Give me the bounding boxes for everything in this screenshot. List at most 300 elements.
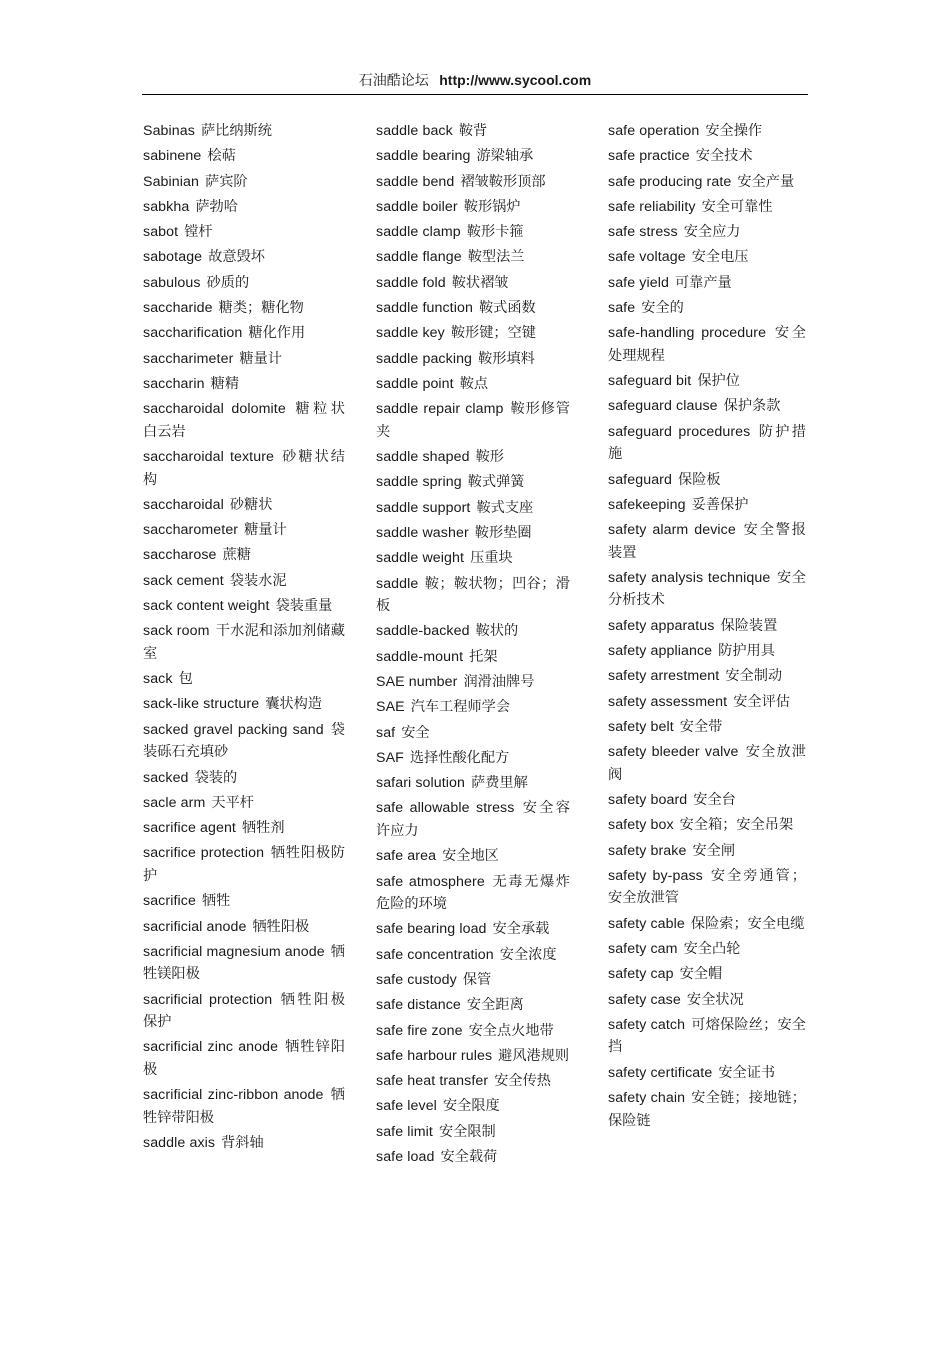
entry-definition: 防护用具: [718, 643, 775, 660]
glossary-entry: [376, 398, 570, 443]
glossary-entry: [608, 665, 806, 688]
glossary-entry: [608, 865, 806, 910]
glossary-entry: [143, 890, 345, 913]
entry-term: safety catch: [608, 1016, 686, 1033]
entry-definition: 安全产量: [737, 173, 795, 190]
entry-definition: 砂糖状: [229, 496, 273, 513]
glossary-entry: [376, 620, 570, 643]
entry-term: sabkha: [143, 198, 190, 215]
entry-term: safeguard clause: [608, 398, 718, 415]
glossary-entry: [608, 989, 806, 1012]
entry-definition: 安全警报装置: [608, 522, 806, 561]
glossary-entry: [143, 817, 345, 840]
glossary-entry: [376, 221, 570, 244]
entry-term: safety board: [608, 792, 688, 809]
entry-term: safe load: [376, 1148, 435, 1165]
glossary-entry: [608, 421, 806, 466]
glossary-entry: [376, 272, 570, 295]
entry-term: Sabinas: [143, 123, 195, 139]
glossary-entry: [376, 944, 570, 967]
entry-term: safe operation: [608, 123, 700, 139]
glossary-entry: [376, 446, 570, 469]
entry-term: safety cam: [608, 941, 678, 958]
entry-term: saddle spring: [376, 474, 462, 491]
entry-term: safety alarm device: [608, 522, 736, 539]
entry-term: saddle-mount: [376, 648, 464, 665]
glossary-entry: [608, 1014, 806, 1059]
entry-definition: 鞍点: [459, 375, 489, 392]
entry-term: sacrifice: [143, 893, 196, 910]
glossary-entry: [608, 840, 806, 863]
entry-term: saddle packing: [376, 350, 473, 367]
glossary-entry: [143, 595, 345, 618]
entry-definition: 鞍；鞍状物；凹谷；滑板: [376, 575, 570, 615]
entry-term: saddle function: [376, 300, 473, 317]
entry-definition: 保管: [462, 971, 492, 988]
entry-term: safeguard procedures: [608, 423, 751, 440]
glossary-entry: [376, 1146, 570, 1169]
glossary-entry: [376, 246, 570, 269]
entry-definition: 安全状况: [686, 991, 744, 1008]
entry-definition: 安全台: [693, 792, 736, 809]
entry-definition: 保护条款: [723, 398, 781, 415]
entry-definition: 安全链；接地链；保险链: [608, 1090, 806, 1129]
glossary-column-1: [143, 120, 345, 1157]
entry-definition: 安全限制: [438, 1123, 496, 1140]
entry-term: safety case: [608, 991, 681, 1008]
site-url[interactable]: http://www.sycool.com: [439, 72, 592, 88]
glossary-entry: [376, 994, 570, 1017]
entry-term: saddle support: [376, 499, 471, 516]
entry-term: safe: [608, 300, 636, 317]
entry-definition: 桧萜: [207, 148, 236, 165]
entry-term: saccharoidal dolomite: [143, 401, 286, 418]
entry-definition: 安全的: [641, 300, 684, 317]
entry-term: sacle arm: [143, 794, 206, 811]
entry-term: safety arrestment: [608, 668, 720, 685]
entry-definition: 托架: [469, 648, 498, 665]
entry-term: saccharification: [143, 325, 243, 342]
entry-definition: 选择性酸化配方: [409, 749, 510, 766]
entry-term: safety cap: [608, 966, 674, 983]
entry-definition: 鞍型法兰: [467, 249, 525, 266]
glossary-entry: [143, 322, 345, 345]
entry-term: sacked: [143, 769, 189, 786]
glossary-entry: [608, 395, 806, 418]
glossary-entry: [608, 494, 806, 517]
entry-definition: 安全评估: [733, 693, 790, 710]
entry-definition: 故意毁坏: [208, 249, 265, 266]
entry-term: safe producing rate: [608, 173, 732, 190]
site-name: 石油酷论坛: [358, 73, 429, 89]
entry-definition: 袋装水泥: [229, 572, 287, 589]
entry-definition: 鞍形锅炉: [463, 198, 521, 215]
entry-term: safety cable: [608, 915, 685, 932]
glossary-entry: [376, 120, 570, 143]
entry-term: safety bleeder valve: [608, 744, 739, 761]
entry-definition: 砂糖状结构: [143, 449, 345, 488]
glossary-entry: [376, 322, 570, 345]
glossary-entry: [376, 1121, 570, 1144]
entry-definition: 鞍形键；空键: [450, 325, 536, 342]
entry-definition: 包: [178, 671, 193, 688]
glossary-entry: [143, 373, 345, 396]
entry-definition: 褶皱鞍形顶部: [460, 173, 546, 190]
entry-term: safari solution: [376, 775, 466, 792]
entry-definition: 安全凸轮: [683, 941, 741, 958]
entry-term: safeguard: [608, 471, 673, 488]
glossary-entry: [376, 497, 570, 520]
glossary-entry: [143, 246, 345, 269]
glossary-entry: [376, 471, 570, 494]
entry-term: sack cement: [143, 572, 224, 589]
entry-term: saccharoidal: [143, 496, 224, 513]
glossary-entry: [376, 747, 570, 770]
entry-term: saddle repair clamp: [376, 401, 504, 418]
entry-term: safety certificate: [608, 1064, 713, 1081]
entry-definition: 鞍形卡箍: [466, 224, 524, 241]
entry-term: saddle clamp: [376, 224, 461, 241]
entry-term: safekeeping: [608, 496, 686, 513]
entry-term: safe concentration: [376, 946, 494, 963]
entry-definition: 安全承载: [492, 921, 550, 938]
glossary-entry: [143, 348, 345, 371]
glossary-entry: [143, 544, 345, 567]
entry-definition: 萨比纳斯统: [200, 123, 272, 139]
glossary-entry: [608, 272, 806, 295]
entry-term: saddle boiler: [376, 198, 458, 215]
entry-term: safe level: [376, 1098, 437, 1115]
entry-definition: 糖化作用: [248, 325, 306, 342]
entry-term: saddle fold: [376, 274, 446, 291]
entry-term: saddle weight: [376, 550, 465, 567]
entry-definition: 镗杆: [184, 224, 213, 241]
entry-definition: 牺牲镁阳极: [143, 943, 345, 983]
entry-term: SAF: [376, 749, 404, 766]
entry-term: sabot: [143, 224, 179, 241]
glossary-entry: [608, 963, 806, 986]
entry-term: safety appliance: [608, 643, 713, 660]
entry-term: saccharometer: [143, 522, 239, 539]
entry-definition: 安全载荷: [440, 1148, 498, 1165]
entry-definition: 安全应力: [683, 224, 741, 241]
glossary-entry: [608, 814, 806, 837]
glossary-entry: [376, 1045, 570, 1068]
entry-term: safe custody: [376, 971, 457, 988]
glossary-entry: [143, 989, 345, 1034]
glossary-entry: [608, 615, 806, 638]
entry-definition: 鞍式函数: [478, 300, 536, 317]
glossary-column-2: [376, 120, 570, 1171]
entry-definition: 防护措施: [608, 423, 806, 463]
glossary-entry: [376, 522, 570, 545]
entry-definition: 糖量计: [244, 522, 287, 539]
entry-definition: 牺牲剂: [241, 820, 285, 837]
glossary-entry: [376, 871, 570, 916]
entry-definition: 安全技术: [695, 148, 753, 165]
glossary-entry: [376, 722, 570, 745]
glossary-entry: [608, 246, 806, 269]
glossary-entry: [376, 171, 570, 194]
entry-definition: 鞍状褶皱: [451, 274, 509, 291]
entry-term: safe distance: [376, 997, 461, 1014]
glossary-entry: [376, 845, 570, 868]
entry-definition: 安全制动: [725, 668, 783, 685]
entry-definition: 牺牲锌带阳极: [143, 1087, 345, 1126]
glossary-entry: [376, 1020, 570, 1043]
glossary-entry: [143, 519, 345, 542]
entry-definition: 鞍状的: [475, 623, 519, 640]
entry-definition: 安全证书: [718, 1064, 776, 1081]
glossary-entry: [143, 916, 345, 939]
glossary-entry: [376, 348, 570, 371]
entry-term: safety box: [608, 817, 674, 834]
entry-definition: 安全放泄阀: [608, 744, 806, 783]
entry-term: SAE number: [376, 673, 458, 690]
entry-term: safe allowable stress: [376, 800, 515, 817]
entry-definition: 安全地区: [442, 848, 499, 865]
entry-definition: 牺牲锌阳极: [143, 1039, 345, 1078]
entry-term: sabulous: [143, 274, 201, 291]
entry-definition: 保护位: [697, 373, 740, 390]
entry-definition: 压重块: [470, 550, 513, 567]
glossary-entry: [608, 913, 806, 936]
entry-definition: 安全带: [679, 718, 723, 735]
entry-definition: 袋装砾石充填砂: [143, 721, 345, 761]
entry-definition: 天平杆: [211, 794, 254, 811]
entry-term: safeguard bit: [608, 373, 692, 390]
glossary-entry: [376, 373, 570, 396]
glossary-entry: [608, 171, 806, 194]
entry-term: safety brake: [608, 842, 687, 859]
glossary-entry: [608, 640, 806, 663]
entry-term: safe limit: [376, 1123, 433, 1140]
entry-term: Sabinian: [143, 173, 200, 190]
entry-definition: 可熔保险丝；安全挡: [608, 1016, 806, 1056]
entry-term: saddle back: [376, 123, 453, 139]
entry-definition: 妥善保护: [691, 496, 749, 513]
glossary-entry: [143, 120, 345, 143]
glossary-entry: [143, 272, 345, 295]
entry-term: saccharimeter: [143, 350, 234, 367]
glossary-entry: [143, 792, 345, 815]
glossary-entry: [376, 772, 570, 795]
entry-term: safety assessment: [608, 693, 728, 710]
entry-definition: 安全距离: [466, 997, 524, 1014]
entry-term: safe bearing load: [376, 921, 487, 938]
entry-term: sack-like structure: [143, 696, 260, 713]
entry-term: sack content weight: [143, 598, 270, 615]
glossary-entry: [376, 1070, 570, 1093]
entry-definition: 无毒无爆炸危险的环境: [376, 873, 570, 913]
entry-term: safe harbour rules: [376, 1047, 493, 1064]
entry-definition: 安全操作: [705, 123, 763, 139]
entry-term: saddle bend: [376, 173, 455, 190]
entry-definition: 安全限度: [442, 1098, 500, 1115]
entry-term: safe voltage: [608, 249, 686, 266]
glossary-entry: [376, 196, 570, 219]
entry-term: sack room: [143, 623, 210, 640]
entry-definition: 安全处理规程: [608, 325, 806, 364]
header-divider: [142, 94, 808, 95]
glossary-entry: [376, 646, 570, 669]
glossary-column-3: [608, 120, 806, 1135]
glossary-entry: [608, 567, 806, 612]
entry-definition: 游梁轴承: [476, 148, 534, 165]
entry-definition: 鞍式弹簧: [467, 474, 525, 491]
entry-term: safe-handling procedure: [608, 325, 767, 342]
glossary-entry: [143, 842, 345, 887]
entry-definition: 牺牲阳极: [252, 918, 310, 935]
glossary-entry: [143, 1036, 345, 1081]
entry-definition: 干水泥和添加剂储藏室: [143, 623, 345, 662]
glossary-entry: [143, 1084, 345, 1129]
entry-term: sacrificial magnesium anode: [143, 943, 325, 960]
glossary-entry: [376, 297, 570, 320]
entry-term: sacrificial zinc-ribbon anode: [143, 1087, 324, 1104]
glossary-entry: [376, 145, 570, 168]
entry-definition: 牺牲阳极保护: [143, 991, 345, 1031]
glossary-entry: [376, 797, 570, 842]
entry-term: safety chain: [608, 1090, 686, 1106]
entry-definition: 袋装重量: [275, 598, 333, 615]
entry-term: saddle axis: [143, 1135, 216, 1151]
entry-definition: 牺牲: [201, 893, 231, 910]
entry-term: saddle flange: [376, 249, 462, 266]
glossary-entry: [608, 469, 806, 492]
entry-definition: 糖精: [210, 375, 240, 392]
glossary-entry: [143, 446, 345, 491]
entry-definition: 萨费里解: [471, 775, 528, 792]
glossary-entry: [608, 145, 806, 168]
entry-definition: 安全帽: [679, 966, 723, 983]
entry-definition: 安全点火地带: [468, 1022, 554, 1039]
entry-term: sacrificial protection: [143, 991, 273, 1008]
entry-term: sacrifice agent: [143, 820, 236, 837]
glossary-entry: [143, 941, 345, 986]
glossary-entry: [608, 1062, 806, 1085]
entry-term: saddle bearing: [376, 148, 471, 165]
entry-definition: 安全电压: [691, 249, 749, 266]
entry-term: sacrificial anode: [143, 918, 247, 935]
glossary-entry: [376, 573, 570, 618]
glossary-entry: [376, 547, 570, 570]
glossary-entry: [608, 221, 806, 244]
entry-term: safe fire zone: [376, 1022, 463, 1039]
entry-term: saddle key: [376, 325, 445, 342]
glossary-entry: [608, 1087, 806, 1132]
glossary-entry: [608, 297, 806, 320]
entry-definition: 袋装的: [194, 769, 238, 786]
entry-term: safe reliability: [608, 198, 696, 215]
entry-definition: 糖量计: [239, 350, 282, 367]
entry-term: saccharide: [143, 300, 213, 317]
entry-definition: 鞍式支座: [476, 499, 534, 516]
entry-term: saddle washer: [376, 524, 469, 541]
entry-term: sabotage: [143, 249, 203, 266]
entry-definition: 蔗糖: [222, 547, 251, 564]
page-header: [142, 70, 808, 94]
entry-term: sabinene: [143, 148, 202, 165]
entry-definition: 囊状构造: [265, 696, 322, 713]
glossary-entry: [608, 519, 806, 564]
entry-term: sacked gravel packing sand: [143, 721, 324, 738]
entry-definition: 牺牲阳极防护: [143, 845, 345, 884]
entry-definition: 避风港规则: [498, 1047, 570, 1064]
entry-definition: 安全可靠性: [701, 198, 773, 215]
entry-definition: 保险索；安全电缆: [690, 915, 805, 932]
glossary-entry: [143, 221, 345, 244]
entry-term: safe area: [376, 848, 437, 865]
glossary-entry: [143, 145, 345, 168]
entry-definition: 安全闸: [692, 842, 736, 859]
entry-definition: 安全箱；安全吊架: [679, 817, 794, 834]
glossary-entry: [143, 1132, 345, 1155]
glossary-entry: [608, 370, 806, 393]
entry-definition: 安全: [401, 724, 430, 741]
glossary-entry: [376, 671, 570, 694]
glossary-entry: [376, 969, 570, 992]
entry-term: safe yield: [608, 274, 669, 291]
entry-definition: 鞍形填料: [478, 350, 535, 367]
glossary-entry: [143, 767, 345, 790]
entry-term: safety analysis technique: [608, 569, 771, 586]
entry-term: sacrificial zinc anode: [143, 1039, 279, 1056]
glossary-entry: [608, 691, 806, 714]
entry-term: safe practice: [608, 148, 690, 165]
entry-definition: 安全旁通管；安全放泄管: [608, 867, 806, 907]
entry-definition: 安全传热: [494, 1073, 551, 1090]
glossary-entry: [143, 570, 345, 593]
entry-definition: 糖类；糖化物: [218, 300, 304, 317]
glossary-entry: [143, 398, 345, 443]
glossary-entry: [143, 668, 345, 691]
entry-definition: 鞍形垫圈: [474, 524, 532, 541]
glossary-entry: [376, 1095, 570, 1118]
entry-definition: 安全分析技术: [608, 569, 806, 609]
glossary-entry: [608, 196, 806, 219]
entry-definition: 砂质的: [206, 274, 250, 291]
entry-term: safety by-pass: [608, 867, 703, 884]
entry-definition: 保险装置: [720, 617, 778, 634]
entry-definition: 保险板: [678, 471, 721, 488]
glossary-entry: [143, 171, 345, 194]
entry-term: sack: [143, 671, 173, 688]
glossary-entry: [608, 120, 806, 143]
glossary-entry: [143, 693, 345, 716]
glossary-entry: [608, 938, 806, 961]
glossary-entry: [608, 741, 806, 786]
glossary-entry: [608, 716, 806, 739]
glossary-entry: [143, 494, 345, 517]
entry-term: saccharoidal texture: [143, 449, 275, 466]
entry-definition: 汽车工程师学会: [410, 699, 511, 716]
entry-definition: 安全容许应力: [376, 800, 570, 839]
entry-term: safe atmosphere: [376, 873, 485, 890]
entry-term: saddle point: [376, 375, 454, 392]
glossary-entry: [143, 297, 345, 320]
entry-definition: 鞍背: [458, 123, 488, 139]
entry-term: saddle-backed: [376, 623, 470, 640]
entry-term: saddle: [376, 575, 419, 592]
entry-definition: 可靠产量: [674, 274, 732, 291]
entry-definition: 鞍形: [475, 449, 504, 466]
entry-term: SAE: [376, 699, 405, 716]
entry-term: safe stress: [608, 224, 678, 241]
glossary-entry: [608, 789, 806, 812]
glossary-entry: [376, 918, 570, 941]
glossary-entry: [143, 719, 345, 764]
